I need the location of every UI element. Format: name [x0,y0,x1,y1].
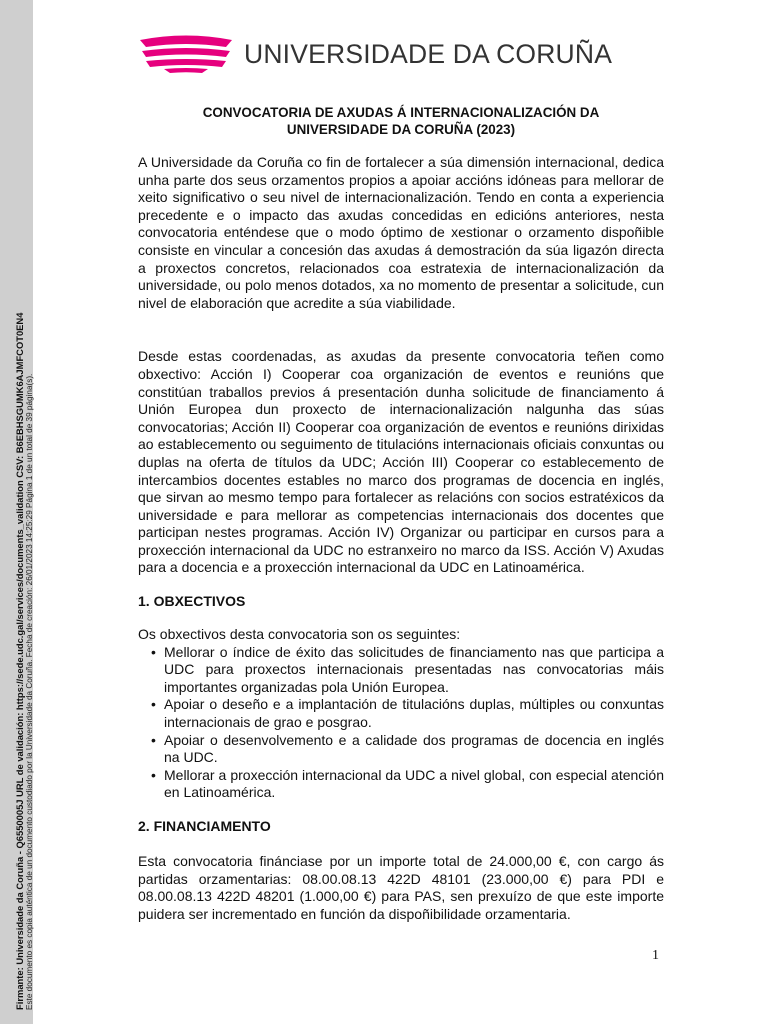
list-item-text: Mellorar a proxección internacional da UDC a nivel global, con especial atención en Latinoamérica. [164,766,664,801]
bullet-icon: • [151,731,156,748]
list-item-text: Apoiar o desenvolvemento e a calidade dos programas de docencia en inglés na UDC. [164,731,664,766]
document-title [138,104,664,138]
list-item [138,767,664,802]
list-item-text: Mellorar o índice de éxito das solicitudes de financiamento nas que participa a UDC para proxectos internacionais presentadas nas convocatorias máis importantes organizadas pola Unión Europea. [164,643,664,695]
university-logo-icon [138,34,234,74]
list-item [138,732,664,767]
validation-text [14,250,35,1010]
bullet-icon: • [151,696,156,713]
list-item-text: Apoiar o deseño e a implantación de titulacións duplas, múltiples ou conxuntas internacionais de grao e posgrao. [164,696,664,731]
intro-paragraph: A Universidade da Coruña co fin de fortalecer a súa dimensión internacional, dedica unha parte dos seus orzamentos propios a apoiar accións idóneas para mellorar de xeito significativo o seu nivel de internacionalización. Tendo en conta a experiencia precedente e o impacto das axudas concedidas en edicións anteriores, nesta convocatoria enténdese que o modo óptimo de xestionar o orzamento dispoñible consiste en vincular a concesión das axudas á demostración da súa ligazón directa a proxectos concretos, relacionados coa estratexia de internacionalización da universidade, ou polo menos dotados, xa no momento de presentar a solicitude, cun nivel de elaboración que acredite a súa viabilidade. [138,154,664,311]
authenticity-line: Este documento es copia auténtica de un documento custodiado por la Universidade da Coruña. Fecha de creación: 26/01/2023 14:25:29 Página 1 de un total de 39 página(s). [25,373,34,1010]
bullet-icon: • [151,766,156,783]
university-name: UNIVERSIDADE DA CORUÑA [244,39,613,69]
objectives-list [138,644,664,802]
objectives-heading: 1. OBXECTIVOS [138,593,246,610]
title-line-1: CONVOCATORIA DE AXUDAS Á INTERNACIONALIZACIÓN DA [202,105,600,120]
financing-heading: 2. FINANCIAMENTO [138,818,271,834]
validation-sidebar [0,0,33,1024]
bullet-icon: • [151,643,156,660]
document-header [138,34,613,74]
title-line-2: UNIVERSIDADE DA CORUÑA (2023) [286,122,516,137]
signature-line: Firmante: Universidade da Coruña - Q6550005J URL de validación: https://sede.udc.gal/services/documents_validation CSV: B6EBHSGUMK6AJMFCOT0EN4 [14,312,25,1010]
document-body [138,104,664,923]
list-item [138,696,664,731]
actions-paragraph: Desde estas coordenadas, as axudas da presente convocatoria teñen como obxectivo: Acción I) Cooperar coa organización de eventos e reunións que constitúan traballos previos á presentación dunha solicitude de financiamento á Unión Europea dun proxecto de internacionalización nalgunha das súas convocatorias; Acción II) Cooperar coa organización de eventos e reunións dirixidas ao establecemento ou seguimento de titulacións internacionais oficiais conxuntas ou duplas na oferta de títulos da UDC; Acción III) Cooperar co establecemento de intercambios docentes estables no marco dos programas de docencia en inglés, que sirvan ao mesmo tempo para fortalecer as relacións con socios estratéxicos da universidade e para mellorar as competencias internacionais dos docentes que participan nestes programas. Acción IV) Organizar ou participar en cursos para a proxección internacional da UDC no estranxeiro no marco da ISS. Acción V) Axudas para a docencia e a proxección internacional da UDC en Latinoamérica. [138,348,664,576]
financing-paragraph: Esta convocatoria finánciase por un importe total de 24.000,00 €, con cargo ás partidas orzamentarias: 08.00.08.13 422D 48101 (23.000,00 €) para PDI e 08.00.08.13 422D 48201 (1.000,00 €) para PAS, sen prexuízo de que este importe puidera ser incrementado en función da dispoñibilidade orzamentaria. [138,853,664,922]
list-item [138,644,664,697]
page-number: 1 [652,948,659,963]
objectives-intro: Os obxectivos desta convocatoria son os seguintes: [138,626,461,643]
